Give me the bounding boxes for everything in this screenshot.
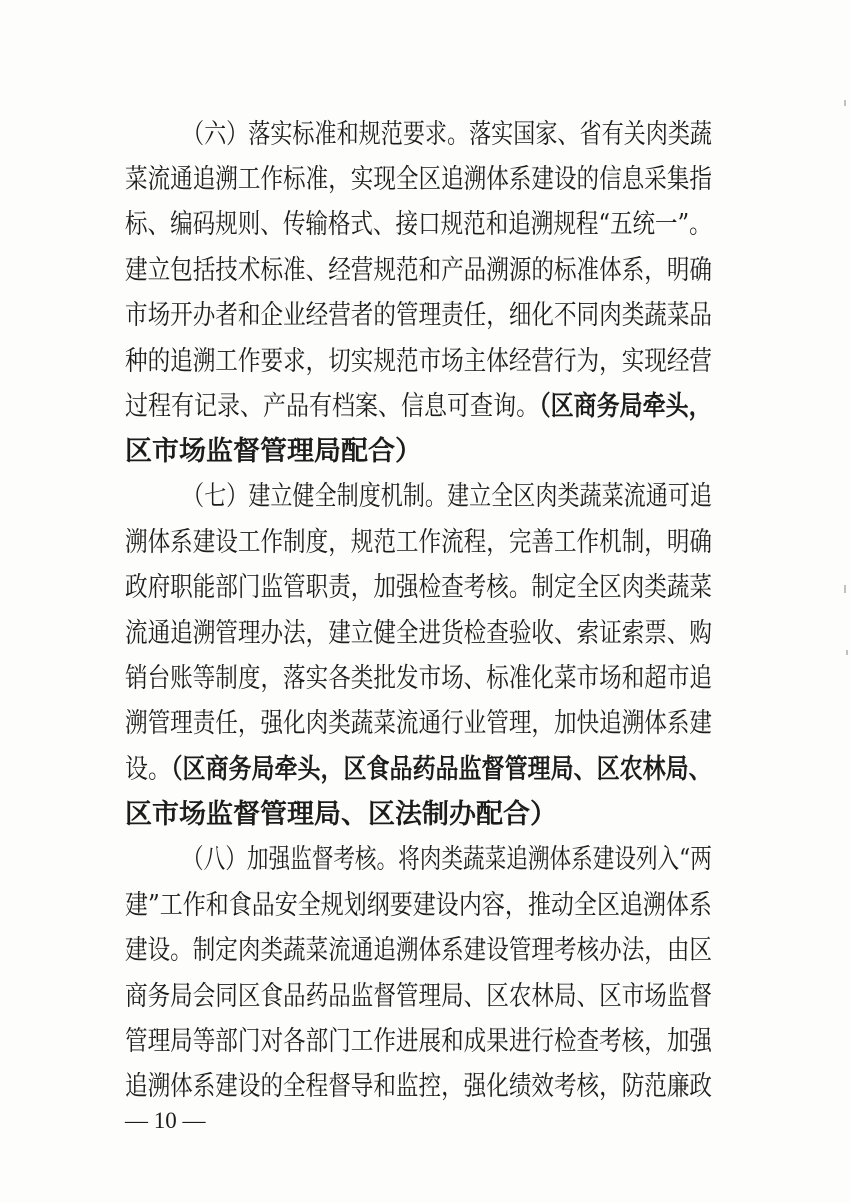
line-text: 种的追溯工作要求，切实规范市场主体经营行为，实现经营 (125, 346, 713, 377)
para-6-line-8 (125, 435, 422, 469)
line-text: 标、编码规则、传输格式、接口规范和追溯规程“五统一”。 (125, 209, 712, 240)
line-text: （六）落实标准和规范要求。落实国家、省有关肉类蔬 (182, 119, 712, 150)
para-7-line-8 (125, 798, 557, 832)
para-7-line-5 (125, 662, 712, 696)
line-text: 过程有记录、产品有档案、信息可查询。 (125, 391, 540, 422)
responsible-department: 区市场监督管理局、区法制办配合） (125, 799, 557, 830)
para-6-line-2 (125, 163, 712, 197)
line-text: 流通追溯管理办法，建立健全进货检查验收、索证索票、购 (125, 618, 713, 649)
para-7-line-4 (125, 617, 712, 651)
responsible-department: 区市场监督管理局配合） (125, 436, 422, 467)
para-7-line-7 (125, 753, 712, 787)
para-6-line-6 (125, 345, 712, 379)
para-6-line-4 (125, 254, 712, 288)
para-7-line-6 (125, 707, 712, 741)
line-text: 建立包括技术标准、经营规范和产品溯源的标准体系，明确 (125, 255, 713, 286)
para-8-line-2 (125, 889, 712, 923)
para-8-line-1 (182, 843, 712, 877)
line-text: 政府职能部门监管职责，加强检查考核。制定全区肉类蔬菜 (125, 572, 713, 603)
scan-mark (846, 650, 848, 655)
scan-mark (844, 585, 846, 593)
para-7-line-3 (125, 571, 712, 605)
para-7-line-2 (125, 526, 712, 560)
line-text: 建”工作和食品安全规划纲要建设内容，推动全区追溯体系 (125, 890, 712, 921)
para-6-line-1 (182, 118, 712, 152)
page-number: — 10 — (125, 1108, 206, 1133)
para-6-line-7 (125, 390, 712, 424)
line-text: 管理局等部门对各部门工作进展和成果进行检查考核，加强 (125, 1026, 713, 1057)
line-text: （八）加强监督考核。将肉类蔬菜追溯体系建设列入“两 (182, 844, 712, 875)
line-text: 建设。制定肉类蔬菜流通追溯体系建设管理考核办法，由区 (125, 935, 713, 966)
line-text: 商务局会同区食品药品监督管理局、区农林局、区市场监督 (125, 981, 713, 1012)
responsible-department: （区商务局牵头， (539, 391, 712, 422)
line-text: 溯管理责任，强化肉类蔬菜流通行业管理，加快追溯体系建 (125, 708, 713, 739)
para-7-line-1 (182, 480, 712, 514)
scan-mark (844, 100, 846, 106)
line-text: （七）建立健全制度机制。建立全区肉类蔬菜流通可追 (182, 481, 712, 512)
line-text: 追溯体系建设的全程督导和监控，强化绩效考核，防范廉政 (125, 1071, 713, 1102)
line-text: 市场开办者和企业经营者的管理责任，细化不同肉类蔬菜品 (125, 300, 713, 331)
para-8-line-3 (125, 934, 712, 968)
line-text: 设。 (125, 754, 172, 785)
para-6-line-3 (125, 208, 712, 242)
line-text: 溯体系建设工作制度，规范工作流程，完善工作机制，明确 (125, 527, 713, 558)
responsible-department: （区商务局牵头，区食品药品监督管理局、区农林局、 (171, 754, 712, 785)
line-text: 销台账等制度，落实各类批发市场、标准化菜市场和超市追 (125, 663, 713, 694)
para-6-line-5 (125, 299, 712, 333)
line-text: 菜流通追溯工作标准，实现全区追溯体系建设的信息采集指 (125, 164, 713, 195)
para-8-line-4 (125, 980, 712, 1014)
para-8-line-5 (125, 1025, 712, 1059)
para-8-line-6 (125, 1070, 712, 1104)
